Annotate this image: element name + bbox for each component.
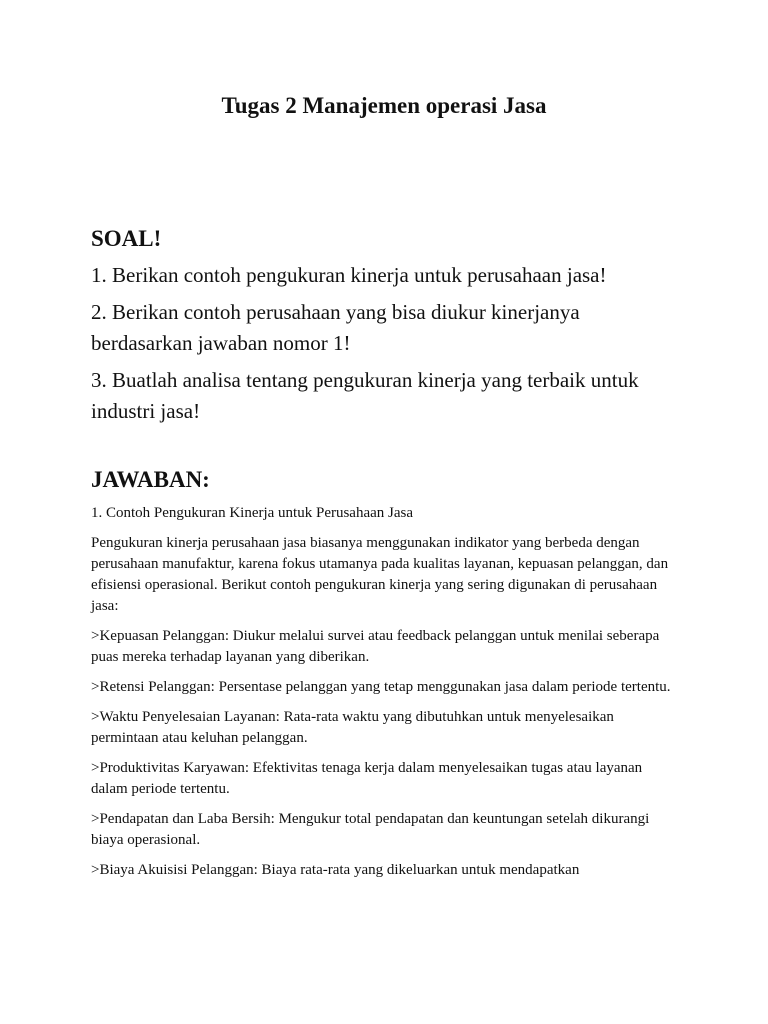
question-item: 3. Buatlah analisa tentang pengukuran kinerja yang terbaik untuk industri jasa!: [91, 368, 639, 423]
answer-item: >Pendapatan dan Laba Bersih: Mengukur total pendapatan dan keuntungan setelah dikurangi biaya operasional.: [91, 811, 650, 848]
answer-item: >Biaya Akuisisi Pelanggan: Biaya rata-rata yang dikeluarkan untuk mendapatkan: [91, 862, 580, 878]
answer-item: >Waktu Penyelesaian Layanan: Rata-rata waktu yang dibutuhkan untuk menyelesaikan permintaan atau keluhan pelanggan.: [91, 709, 614, 746]
answer-block: [91, 503, 681, 881]
document-title: Tugas 2 Manajemen operasi Jasa: [221, 93, 547, 118]
question-list: [91, 260, 681, 427]
question-item: 1. Berikan contoh pengukuran kinerja untuk perusahaan jasa!: [91, 263, 607, 287]
answer-item: >Kepuasan Pelanggan: Diukur melalui survei atau feedback pelanggan untuk menilai seberapa puas mereka terhadap layanan yang diberikan.: [91, 628, 660, 665]
document-content: [91, 224, 681, 890]
answer-item: >Retensi Pelanggan: Persentase pelanggan yang tetap menggunakan jasa dalam periode tertentu.: [91, 679, 671, 695]
answer-subheading: 1. Contoh Pengukuran Kinerja untuk Perusahaan Jasa: [91, 505, 414, 521]
question-item: 2. Berikan contoh perusahaan yang bisa diukur kinerjanya berdasarkan jawaban nomor 1!: [91, 300, 580, 355]
answer-intro-paragraph: Pengukuran kinerja perusahaan jasa biasanya menggunakan indikator yang berbeda dengan perusahaan manufaktur, karena fokus utamanya pada kualitas layanan, kepuasan pelanggan, dan efisiensi operasional. Berikut contoh pengukuran kinerja yang sering digunakan di perusahaan jasa:: [91, 535, 669, 614]
answer-item: >Produktivitas Karyawan: Efektivitas tenaga kerja dalam menyelesaikan tugas atau layanan dalam periode tertentu.: [91, 760, 643, 797]
jawaban-heading: JAWABAN:: [91, 467, 210, 492]
soal-heading: SOAL!: [91, 226, 162, 251]
